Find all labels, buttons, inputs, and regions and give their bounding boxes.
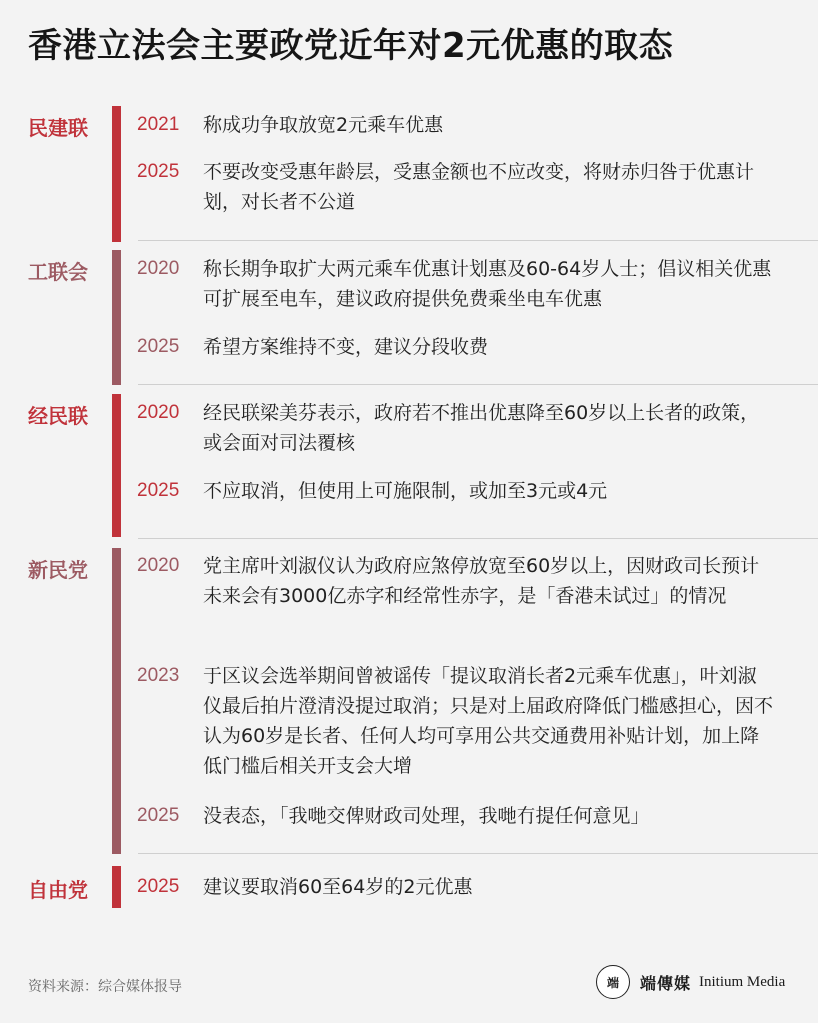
party-block-ftu [0, 250, 818, 385]
entry-year: 2020 [137, 258, 180, 279]
entry-year: 2020 [137, 402, 180, 423]
party-color-bar [112, 394, 121, 537]
entry-text: 没表态，「我哋交俾财政司处理，我哋冇提任何意见」 [203, 805, 650, 827]
party-name: 经民联 [28, 404, 88, 428]
party-name: 自由党 [28, 878, 88, 902]
brand-name-en: Initium Media [699, 973, 786, 990]
initium-logo-icon: 端 [596, 965, 630, 999]
brand-logo [596, 964, 785, 1000]
entry-year: 2025 [137, 480, 180, 501]
section-divider [138, 240, 818, 241]
entry-text: 建议要取消60至64岁的2元优惠 [203, 876, 473, 898]
page-title: 香港立法会主要政党近年对2元优惠的取态 [28, 26, 674, 66]
party-name: 新民党 [28, 558, 88, 582]
entry-year: 2021 [137, 114, 180, 135]
party-block-npp [0, 548, 818, 854]
source-note: 资料来源：综合媒体报导 [28, 979, 182, 995]
section-divider [138, 853, 818, 854]
party-color-bar [112, 106, 121, 242]
entry-text: 党主席叶刘淑仪认为政府应煞停放宽至60岁以上，因财政司长预计未来会有3000亿赤字和经常性赤字，是「香港未试过」的情况 [203, 555, 760, 607]
party-color-bar [112, 866, 121, 908]
entry-year: 2025 [137, 336, 180, 357]
entry-text: 称成功争取放宽2元乘车优惠 [203, 114, 444, 136]
party-block-dab [0, 106, 818, 242]
brand-name-cn: 端傳媒 [640, 973, 692, 993]
entry-year: 2025 [137, 161, 180, 182]
entry-text: 于区议会选举期间曾被谣传「提议取消长者2元乘车优惠」，叶刘淑仪最后拍片澄清没提过取消；只是对上届政府降低门槛感担心，因不认为60岁是长者、任何人均可享用公共交通费用补贴计划，加上降低门槛后相关开支会大增 [203, 665, 774, 777]
party-block-liberal [0, 866, 818, 908]
party-name: 工联会 [28, 260, 88, 284]
entry-text: 希望方案维持不变，建议分段收费 [203, 336, 489, 358]
party-color-bar [112, 250, 121, 385]
entry-text: 不应取消，但使用上可施限制，或加至3元或4元 [203, 480, 608, 502]
party-block-bpa [0, 394, 818, 537]
entry-text: 经民联梁美芬表示，政府若不推出优惠降至60岁以上长者的政策，或会面对司法覆核 [203, 402, 760, 454]
entry-year: 2025 [137, 876, 180, 897]
entry-year: 2025 [137, 805, 180, 826]
party-name: 民建联 [28, 116, 88, 140]
party-color-bar [112, 548, 121, 854]
section-divider [138, 384, 818, 385]
entry-year: 2020 [137, 555, 180, 576]
entry-text: 不要改变受惠年龄层，受惠金额也不应改变，将财赤归咎于优惠计划，对长者不公道 [203, 161, 755, 213]
entry-year: 2023 [137, 665, 180, 686]
entry-text: 称长期争取扩大两元乘车优惠计划惠及60-64岁人士；倡议相关优惠可扩展至电车，建议政府提供免费乘坐电车优惠 [203, 258, 772, 310]
section-divider [138, 538, 818, 539]
